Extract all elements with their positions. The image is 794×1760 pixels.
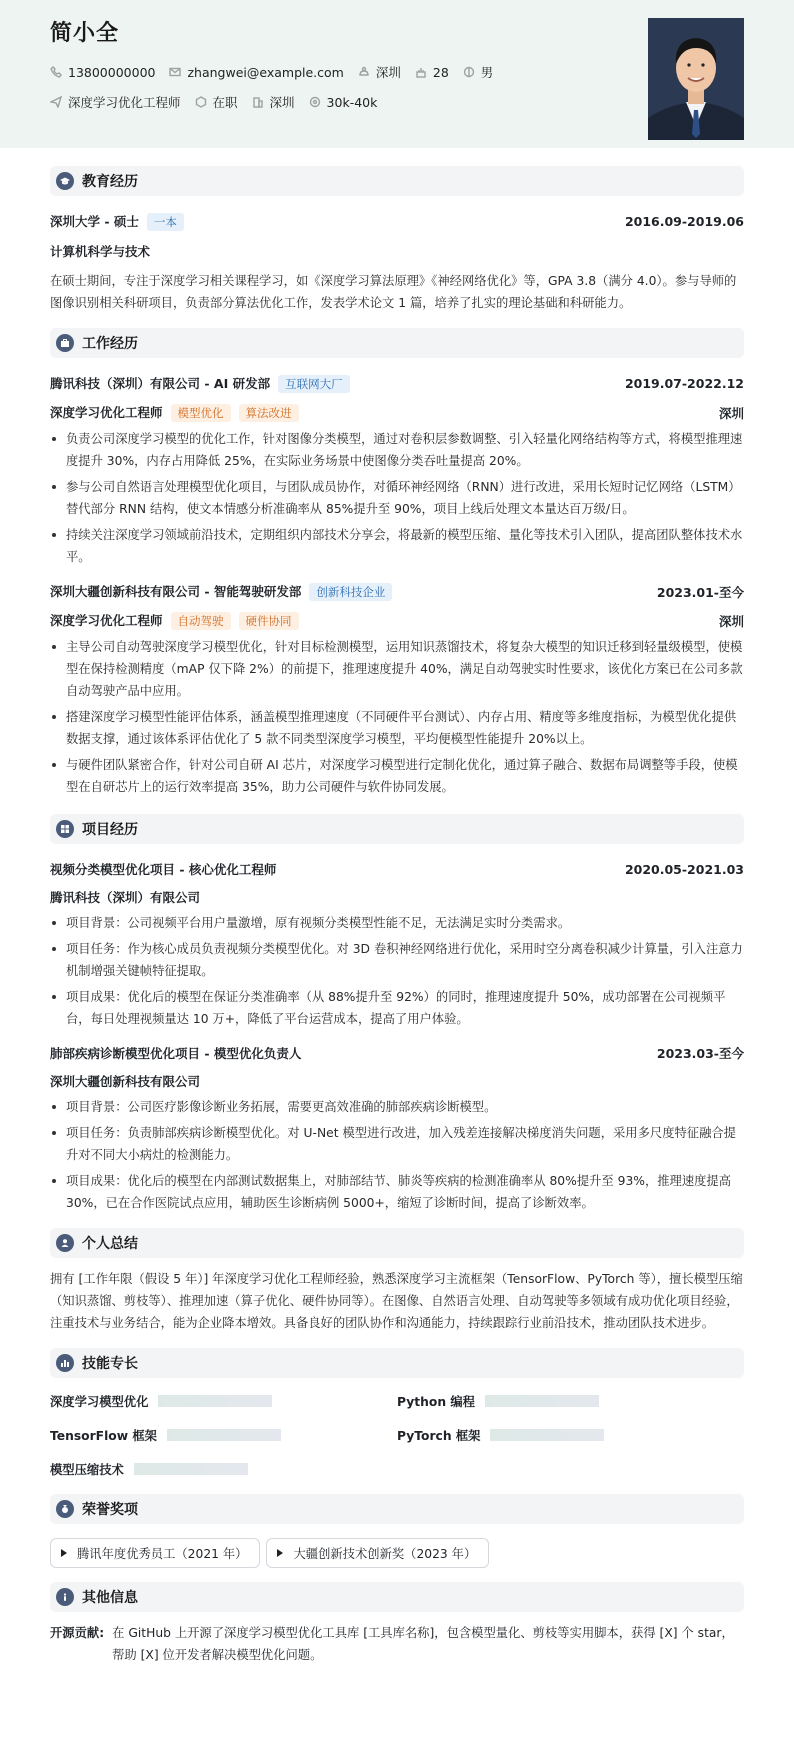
company-tag: 创新科技企业: [309, 583, 392, 601]
company-line: [50, 374, 350, 393]
skill-name: 模型压缩技术: [50, 1463, 124, 1477]
location-icon: [358, 66, 370, 78]
education-section: [50, 166, 744, 314]
company-name: 腾讯科技（深圳）有限公司 - AI 研发部: [50, 376, 271, 391]
graduation-cap-icon: [56, 172, 74, 190]
award-text: 大疆创新技术创新奖（2023 年）: [293, 1547, 477, 1561]
skills-header: [50, 1348, 744, 1378]
work-entry-head: [50, 582, 744, 601]
briefcase-icon: [56, 334, 74, 352]
email-text: zhangwei@example.com: [187, 64, 344, 80]
list-item: 项目成果：优化后的模型在保证分类准确率（从 88%提升至 92%）的同时，推理速度提升 50%，成功部署在公司视频平台，每日处理视频量达 10 万+，降低了平台运营成本，提高了用户体验。: [50, 986, 744, 1030]
work-entry-head: [50, 374, 744, 393]
award-text: 腾讯年度优秀员工（2021 年）: [77, 1547, 248, 1561]
summary-text: 拥有 [工作年限（假设 5 年）] 年深度学习优化工程师经验，熟悉深度学习主流框架（TensorFlow、PyTorch 等），擅长模型压缩（知识蒸馏、剪枝等）、推理加速（算子优化、硬件协同等）。在图像、自然语言处理、自动驾驶等多领域有成功优化项目经验，注重技术与业务结合，能为企业降本增效。具备良好的团队协作和沟通能力，持续跟踪行业前沿技术，推动团队技术进步。: [50, 1272, 743, 1330]
job-row: [50, 94, 744, 110]
salary-text: 30k-40k: [326, 94, 378, 110]
building-icon: [252, 96, 264, 108]
project-entry: [50, 1044, 744, 1214]
phone-text: 13800000000: [68, 64, 156, 80]
gender-icon: [463, 66, 475, 78]
send-icon: [50, 96, 62, 108]
project-date: 2023.03-至今: [656, 1046, 744, 1061]
section-title: 教育经历: [82, 174, 138, 190]
awards-list: [50, 1538, 744, 1568]
bar-chart-icon: [56, 1354, 74, 1372]
list-item: 搭建深度学习模型性能评估体系，涵盖模型推理速度（不同硬件平台测试）、内存占用、精度等多维度指标，为模型优化提供数据支撑，通过该体系评估优化了 5 款不同类型深度学习模型，平均便模型性能提升 20%以上。: [50, 706, 744, 750]
role-row: [50, 403, 744, 422]
other-section: [50, 1582, 744, 1666]
skills-grid: [50, 1392, 744, 1478]
work-date: 2023.01-至今: [656, 584, 744, 600]
phone-icon: [50, 66, 62, 78]
resume-header: [0, 0, 794, 148]
company-line: [50, 582, 392, 601]
info-icon: [56, 1588, 74, 1606]
skill-item: [397, 1426, 744, 1444]
email-item: [169, 65, 343, 80]
other-item: [50, 1622, 744, 1666]
work-bullets: [50, 428, 744, 568]
profile-photo: [648, 18, 744, 140]
list-item: 持续关注深度学习领域前沿技术，定期组织内部技术分享会，将最新的模型压缩、量化等技术引入团队，提高团队整体技术水平。: [50, 524, 744, 568]
role-name: 深度学习优化工程师: [50, 405, 163, 420]
skill-bar: [167, 1429, 281, 1441]
role-tag: 自动驾驶: [171, 612, 231, 630]
city-item: [252, 93, 295, 111]
candidate-name: 简小全: [50, 21, 120, 46]
skill-item: [50, 1426, 397, 1444]
project-section: [50, 814, 744, 1214]
medal-icon: [56, 1500, 74, 1518]
cake-icon: [415, 66, 427, 78]
award-item: [50, 1538, 260, 1568]
role-row: [50, 611, 744, 630]
project-header: [50, 814, 744, 844]
work-header: [50, 328, 744, 358]
school-tag: 一本: [147, 213, 184, 231]
project-entry-head: [50, 860, 744, 878]
project-title: 视频分类模型优化项目 - 核心优化工程师: [50, 862, 277, 877]
status-icon: [195, 96, 207, 108]
work-bullets: [50, 636, 744, 798]
awards-header: [50, 1494, 744, 1524]
skill-bar: [134, 1463, 248, 1475]
phone-item: [50, 65, 155, 80]
work-section: [50, 328, 744, 798]
list-item: 与硬件团队紧密合作，针对公司自研 AI 芯片，对深度学习模型进行定制化优化，通过算子融合、数据布局调整等手段，使模型在自研芯片上的运行效率提高 35%，助力公司硬件与软件协同发展。: [50, 754, 744, 798]
skill-item: [397, 1392, 744, 1410]
location-item: [358, 63, 401, 81]
triangle-icon: [277, 1549, 283, 1557]
skill-name: Python 编程: [397, 1395, 475, 1409]
list-item: 项目背景：公司医疗影像诊断业务拓展，需要更高效准确的肺部疾病诊断模型。: [50, 1096, 744, 1118]
role-tag: 算法改进: [239, 404, 299, 422]
skill-item: [50, 1392, 397, 1410]
list-item: 项目成果：优化后的模型在内部测试数据集上，对肺部结节、肺炎等疾病的检测准确率从 80%提升至 93%，推理速度提高 30%，已在合作医院试点应用，辅助医生诊断病例 5000+，缩短了诊断时间，提高了诊断效率。: [50, 1170, 744, 1214]
project-title: 肺部疾病诊断模型优化项目 - 模型优化负责人: [50, 1046, 302, 1061]
list-item: 负责公司深度学习模型的优化工作，针对图像分类模型，通过对卷积层参数调整、引入轻量化网络结构等方式，将模型推理速度提升 30%，内存占用降低 25%，在实际业务场景中使图像分类吞吐量提高 20%。: [50, 428, 744, 472]
work-date: 2019.07-2022.12: [624, 376, 744, 391]
work-entry: [50, 374, 744, 568]
summary-header: [50, 1228, 744, 1258]
section-title: 工作经历: [82, 336, 138, 352]
project-company: 腾讯科技（深圳）有限公司: [50, 890, 201, 905]
location-text: 深圳: [375, 65, 401, 80]
section-title: 其他信息: [82, 1590, 138, 1606]
project-entry-head: [50, 1044, 744, 1062]
major: 计算机科学与技术: [50, 244, 151, 259]
status-item: [195, 93, 238, 111]
school-line: [50, 212, 184, 231]
list-item: 项目任务：负责肺部疾病诊断模型优化。对 U-Net 模型进行改进，加入残差连接解决梯度消失问题，采用多尺度特征融合提升对不同大小病灶的检测能力。: [50, 1122, 744, 1166]
awards-section: [50, 1494, 744, 1568]
project-entry: [50, 860, 744, 1030]
company-tag: 互联网大厂: [278, 375, 350, 393]
gender-item: [463, 63, 494, 81]
age-item: [415, 65, 449, 80]
salary-item: [309, 95, 378, 110]
school-name: 深圳大学 - 硕士: [50, 214, 139, 229]
education-desc: 在硕士期间，专注于深度学习相关课程学习，如《深度学习算法原理》《神经网络优化》等，GPA 3.8（满分 4.0）。参与导师的图像识别相关科研项目，负责部分算法优化工作，发表学术论文 1 篇，培养了扎实的理论基础和科研能力。: [50, 274, 737, 310]
skill-bar: [485, 1395, 599, 1407]
section-title: 个人总结: [82, 1236, 138, 1252]
award-item: [266, 1538, 489, 1568]
coin-icon: [309, 96, 321, 108]
job-target-item: [50, 93, 181, 111]
other-header: [50, 1582, 744, 1612]
skills-section: [50, 1348, 744, 1478]
skill-name: TensorFlow 框架: [50, 1429, 157, 1443]
section-title: 项目经历: [82, 822, 138, 838]
work-entry: [50, 582, 744, 798]
section-title: 技能专长: [82, 1356, 138, 1372]
skill-item: [50, 1460, 397, 1478]
role-line: [50, 611, 299, 630]
mail-icon: [169, 66, 181, 78]
education-entry-head: [50, 212, 744, 231]
role-line: [50, 403, 299, 422]
triangle-icon: [61, 1549, 67, 1557]
age-text: 28: [432, 64, 449, 80]
skill-bar: [158, 1395, 272, 1407]
education-date: 2016.09-2019.06: [624, 214, 744, 229]
role-name: 深度学习优化工程师: [50, 613, 163, 628]
section-title: 荣誉奖项: [82, 1502, 138, 1518]
project-company: 深圳大疆创新科技有限公司: [50, 1074, 201, 1089]
grid-icon: [56, 820, 74, 838]
skill-bar: [490, 1429, 604, 1441]
user-icon: [56, 1234, 74, 1252]
list-item: 项目背景：公司视频平台用户量激增，原有视频分类模型性能不足，无法满足实时分类需求。: [50, 912, 744, 934]
skill-name: PyTorch 框架: [397, 1429, 481, 1443]
skill-name: 深度学习模型优化: [50, 1395, 149, 1409]
other-text: 在 GitHub 上开源了深度学习模型优化工具库 [工具库名称]，包含模型量化、剪枝等实用脚本，获得 [X] 个 star，帮助 [X] 位开发者解决模型优化问题。: [112, 1626, 734, 1662]
work-city: 深圳: [718, 405, 744, 421]
city-text: 深圳: [269, 95, 295, 110]
role-tag: 硬件协同: [239, 612, 299, 630]
company-name: 深圳大疆创新科技有限公司 - 智能驾驶研发部: [50, 584, 302, 599]
project-bullets: [50, 912, 744, 1030]
role-tag: 模型优化: [171, 404, 231, 422]
project-bullets: [50, 1096, 744, 1214]
education-header: [50, 166, 744, 196]
project-date: 2020.05-2021.03: [624, 861, 744, 877]
list-item: 参与公司自然语言处理模型优化项目，与团队成员协作，对循环神经网络（RNN）进行改进，采用长短时记忆网络（LSTM）替代部分 RNN 结构，使文本情感分析准确率从 85%提升至 90%，项目上线后处理文本量达百万级/日。: [50, 476, 744, 520]
job-target-text: 深度学习优化工程师: [68, 95, 181, 110]
work-city: 深圳: [718, 613, 744, 629]
status-text: 在职: [212, 95, 238, 110]
list-item: 主导公司自动驾驶深度学习模型优化，针对目标检测模型，运用知识蒸馏技术，将复杂大模型的知识迁移到轻量级模型，使模型在保持检测精度（mAP 仅下降 2%）的前提下，推理速度提升 40%，满足自动驾驶实时性要求，该优化方案已在公司多款自动驾驶产品中应用。: [50, 636, 744, 702]
gender-text: 男: [480, 65, 494, 80]
summary-section: [50, 1228, 744, 1334]
other-label: 开源贡献:: [50, 1626, 105, 1640]
contact-row: [50, 64, 744, 80]
list-item: 项目任务：作为核心成员负责视频分类模型优化。对 3D 卷积神经网络进行优化，采用时空分离卷积减少计算量，引入注意力机制增强关键帧特征提取。: [50, 938, 744, 982]
